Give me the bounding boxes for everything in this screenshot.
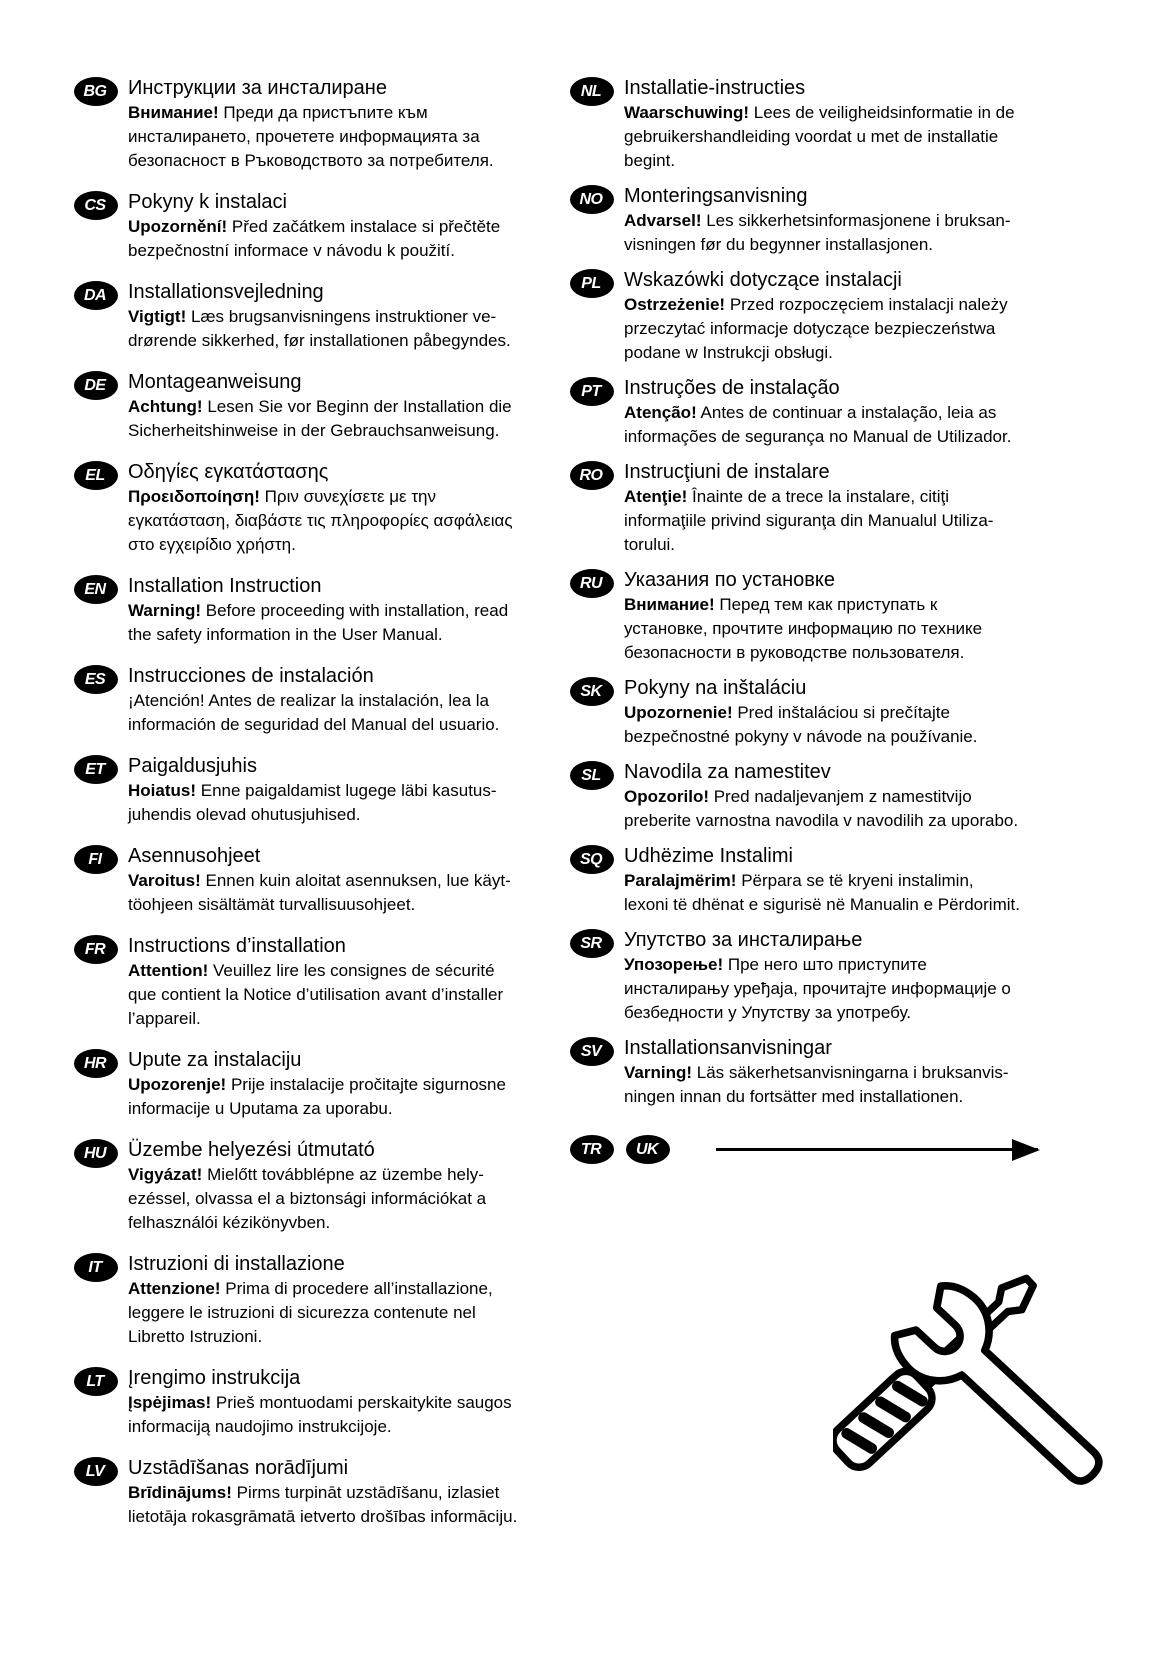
section-body <box>128 1073 536 1121</box>
section-body <box>128 1277 536 1349</box>
section-text <box>624 184 1044 257</box>
warning-lead: Ostrzeżenie! <box>624 295 726 314</box>
section-title: Uzstādīšanas norādījumi <box>128 1457 349 1479</box>
section-body <box>128 1481 536 1529</box>
section-text <box>128 190 536 263</box>
language-badge: BG <box>74 77 118 106</box>
section-body <box>128 1391 536 1439</box>
section-text <box>624 1036 1044 1109</box>
section-text <box>128 574 536 647</box>
section-title: Installationsvejledning <box>128 281 324 303</box>
body-text: Ennen kuin aloitat asennuksen, lue käyt- töohjeen sisältämät turvallisuusohjeet. <box>128 871 511 914</box>
section-body <box>128 869 536 917</box>
section-text <box>624 76 1044 173</box>
section-body <box>624 953 1044 1025</box>
section-text <box>128 1366 536 1439</box>
language-badge: IT <box>74 1253 118 1282</box>
section-title: Istruzioni di installazione <box>128 1253 345 1275</box>
language-badge: SR <box>570 929 614 958</box>
section-body <box>128 779 536 827</box>
section-body <box>128 215 536 263</box>
language-badge: CS <box>74 191 118 220</box>
warning-lead: Paralajmërim! <box>624 871 737 890</box>
continue-arrow-icon <box>716 1148 1038 1151</box>
section-body <box>624 1061 1044 1109</box>
section-title: Instrucciones de instalación <box>128 665 374 687</box>
warning-lead: Atenção! <box>624 403 697 422</box>
language-section <box>74 370 536 443</box>
body-text: Prima di procedere all’installazione, leggere le istruzioni di sicurezza contenute nel Libretto Istruzioni. <box>128 1279 493 1346</box>
language-section <box>74 1048 536 1121</box>
section-text <box>128 76 536 173</box>
warning-lead: Brīdinājums! <box>128 1483 232 1502</box>
language-section <box>74 1366 536 1439</box>
right-sections <box>570 76 1044 1109</box>
section-title: Upute za instalaciju <box>128 1049 302 1071</box>
body-text: Πριν συνεχίσετε με την εγκατάσταση, διαβάστε τις πληροφορίες ασφάλειας στο εγχειρίδιο χρήστη. <box>128 487 513 554</box>
section-title: Asennusohjeet <box>128 845 261 867</box>
section-title: Οδηγίες εγκατάστασης <box>128 461 329 483</box>
section-title: Įrengimo instrukcija <box>128 1367 301 1389</box>
body-text: Before proceeding with installation, read the safety information in the User Manual. <box>128 601 509 644</box>
body-text: Antes de continuar a instalação, leia as informações de segurança no Manual de Utilizador. <box>624 403 1012 446</box>
section-body <box>624 785 1044 833</box>
body-text: ¡Atención! Antes de realizar la instalación, lea la información de seguridad del Manual del usuario. <box>128 691 500 734</box>
warning-lead: Varning! <box>624 1063 693 1082</box>
language-section <box>74 76 536 173</box>
section-body <box>624 293 1044 365</box>
warning-lead: Upozornění! <box>128 217 228 236</box>
warning-lead: Advarsel! <box>624 211 702 230</box>
section-text <box>128 280 536 353</box>
warning-lead: Upozorenje! <box>128 1075 227 1094</box>
language-badge: PT <box>570 377 614 406</box>
section-text <box>128 1252 536 1349</box>
warning-lead: Attenzione! <box>128 1279 221 1298</box>
section-title: Wskazówki dotyczące instalacji <box>624 269 902 291</box>
section-text <box>128 1048 536 1121</box>
body-text: Përpara se të kryeni instalimin, lexoni të dhënat e sigurisë në Manualin e Përdorimit. <box>624 871 1020 914</box>
section-text <box>624 928 1044 1025</box>
section-title: Pokyny k instalaci <box>128 191 287 213</box>
warning-lead: Atenţie! <box>624 487 688 506</box>
section-title: Monteringsanvisning <box>624 185 808 207</box>
language-section <box>74 934 536 1031</box>
language-badge: ES <box>74 665 118 694</box>
section-title: Navodila za namestitev <box>624 761 831 783</box>
section-body <box>624 701 1044 749</box>
warning-lead: Opozorilo! <box>624 787 709 806</box>
body-text: Pirms turpināt uzstādīšanu, izlasiet lietotāja rokasgrāmatā ietverto drošības informāciju. <box>128 1483 518 1526</box>
body-text: Prieš montuodami perskaitykite saugos informaciją naudojimo instrukcijoje. <box>128 1393 512 1436</box>
body-text: Pred inštaláciou si prečítajte bezpečnostné pokyny v návode na používanie. <box>624 703 978 746</box>
section-body <box>128 485 536 557</box>
language-section <box>570 844 1044 917</box>
language-badge: SQ <box>570 845 614 874</box>
section-body <box>624 593 1044 665</box>
section-title: Installatie-instructies <box>624 77 806 99</box>
body-text: Läs säkerhetsanvisningarna i bruksanvis- ningen innan du fortsätter med installationen. <box>624 1063 1009 1106</box>
warning-lead: Προειδοποίηση! <box>128 487 260 506</box>
section-text <box>624 376 1044 449</box>
section-text <box>128 934 536 1031</box>
language-section <box>74 190 536 263</box>
section-title: Упутство за инсталирање <box>624 929 863 951</box>
warning-lead: Achtung! <box>128 397 203 416</box>
section-body <box>624 101 1044 173</box>
section-text <box>128 460 536 557</box>
warning-lead: Varoitus! <box>128 871 201 890</box>
language-badge: RU <box>570 569 614 598</box>
section-text <box>624 844 1044 917</box>
language-section <box>74 1252 536 1349</box>
section-body <box>624 209 1044 257</box>
language-badge-uk: UK <box>626 1135 670 1164</box>
language-badge: NO <box>570 185 614 214</box>
section-title: Инструкции за инсталиране <box>128 77 387 99</box>
left-sections <box>74 76 536 1529</box>
language-section <box>74 1456 536 1529</box>
section-text <box>128 370 536 443</box>
body-text: Преди да пристъпите към инсталирането, прочетете информацията за безопасност в Ръководството за потребителя. <box>128 103 494 170</box>
warning-lead: Внимание! <box>128 103 219 122</box>
body-text: Mielőtt továbblépne az üzembe hely- ezéssel, olvassa el a biztonsági információkat a felhasználói kézikönyvben. <box>128 1165 487 1232</box>
body-text: Przed rozpoczęciem instalacji należy przeczytać informacje dotyczące bezpieczeństwa podane w Instrukcji obsługi. <box>624 295 1008 362</box>
language-badge: ET <box>74 755 118 784</box>
body-text: Les sikkerhetsinformasjonene i bruksan- visningen før du begynner installasjonen. <box>624 211 1011 254</box>
language-section <box>74 754 536 827</box>
body-text: Pred nadaljevanjem z namestitvijo preberite varnostna navodila v navodilih za uporabo. <box>624 787 1019 830</box>
section-title: Instructions d’installation <box>128 935 346 957</box>
language-section <box>570 676 1044 749</box>
language-badge: DA <box>74 281 118 310</box>
language-badge: SV <box>570 1037 614 1066</box>
language-badge: PL <box>570 269 614 298</box>
section-body <box>128 305 536 353</box>
language-badge: EN <box>74 575 118 604</box>
body-text: Veuillez lire les consignes de sécurité que contient la Notice d’utilisation avant d’installer l’appareil. <box>128 961 504 1028</box>
left-column <box>74 76 536 1529</box>
warning-lead: Внимание! <box>624 595 715 614</box>
section-title: Instrucţiuni de instalare <box>624 461 830 483</box>
body-text: Lees de veiligheidsinformatie in de gebruikershandleiding voordat u met de installatie begint. <box>624 103 1015 170</box>
language-section <box>74 1138 536 1235</box>
language-badge: SK <box>570 677 614 706</box>
section-title: Pokyny na inštaláciu <box>624 677 807 699</box>
language-section <box>74 574 536 647</box>
section-title: Указания по установке <box>624 569 836 591</box>
section-body <box>128 1163 536 1235</box>
section-text <box>624 676 1044 749</box>
warning-lead: Warning! <box>128 601 202 620</box>
body-text: Prije instalacije pročitajte sigurnosne informacije u Uputama za uporabu. <box>128 1075 506 1118</box>
language-badge: SL <box>570 761 614 790</box>
language-section <box>570 184 1044 257</box>
language-badge: LV <box>74 1457 118 1486</box>
section-body <box>128 959 536 1031</box>
language-section <box>570 1036 1044 1109</box>
section-title: Installationsanvisningar <box>624 1037 832 1059</box>
section-title: Paigaldusjuhis <box>128 755 257 777</box>
warning-lead: Vigyázat! <box>128 1165 203 1184</box>
language-section <box>570 268 1044 365</box>
warning-lead: Waarschuwing! <box>624 103 749 122</box>
language-section <box>74 460 536 557</box>
section-title: Üzembe helyezési útmutató <box>128 1139 375 1161</box>
language-section <box>74 280 536 353</box>
section-body <box>128 599 536 647</box>
language-badge-tr: TR <box>570 1135 614 1164</box>
section-text <box>128 1138 536 1235</box>
body-text: Læs brugsanvisningens instruktioner ve- drørende sikkerhed, før installationen påbegyndes. <box>128 307 511 350</box>
section-text <box>128 1456 536 1529</box>
warning-lead: Упозорење! <box>624 955 724 974</box>
body-text: Пре него што приступите инсталирању уређаја, прочитајте информације о безбедности у Упутству за употребу. <box>624 955 1011 1022</box>
body-text: Lesen Sie vor Beginn der Installation die Sicherheitshinweise in der Gebrauchsanweisung. <box>128 397 512 440</box>
section-title: Udhëzime Instalimi <box>624 845 793 867</box>
section-title: Installation Instruction <box>128 575 322 597</box>
warning-lead: Attention! <box>128 961 209 980</box>
language-badge: FI <box>74 845 118 874</box>
language-section <box>570 760 1044 833</box>
section-title: Instruções de instalação <box>624 377 840 399</box>
language-section <box>570 460 1044 557</box>
language-badge: EL <box>74 461 118 490</box>
warning-lead: Upozornenie! <box>624 703 733 722</box>
section-body <box>128 101 536 173</box>
language-badge: HU <box>74 1139 118 1168</box>
section-body <box>128 689 536 737</box>
section-text <box>128 754 536 827</box>
continued-languages-row <box>570 1135 1044 1164</box>
warning-lead: Hoiatus! <box>128 781 196 800</box>
language-section <box>74 664 536 737</box>
warning-lead: Vigtigt! <box>128 307 187 326</box>
body-text: Înainte de a trece la instalare, citiţi informaţiile privind siguranţa din Manualul Utiliza- torului. <box>624 487 994 554</box>
section-body <box>128 395 536 443</box>
language-section <box>570 928 1044 1025</box>
body-text: Před začátkem instalace si přečtěte bezpečnostní informace v návodu k použití. <box>128 217 501 260</box>
section-title: Montageanweisung <box>128 371 302 393</box>
language-badge: DE <box>74 371 118 400</box>
section-body <box>624 869 1044 917</box>
language-badge: RO <box>570 461 614 490</box>
section-body <box>624 485 1044 557</box>
wrench-and-screwdriver-icon <box>833 1222 1105 1530</box>
section-text <box>624 760 1044 833</box>
warning-lead: Įspėjimas! <box>128 1393 212 1412</box>
language-section <box>570 568 1044 665</box>
section-text <box>128 664 536 737</box>
section-text <box>624 568 1044 665</box>
body-text: Enne paigaldamist lugege läbi kasutus- juhendis olevad ohutusjuhised. <box>128 781 497 824</box>
language-badge: FR <box>74 935 118 964</box>
language-section <box>74 844 536 917</box>
language-badge: LT <box>74 1367 118 1396</box>
body-text: Перед тем как приступать к установке, прочтите информацию по технике безопасности в руководстве пользователя. <box>624 595 983 662</box>
language-section <box>570 376 1044 449</box>
section-text <box>128 844 536 917</box>
section-body <box>624 401 1044 449</box>
language-section <box>570 76 1044 173</box>
right-column <box>570 76 1044 1164</box>
language-badge: HR <box>74 1049 118 1078</box>
language-badge: NL <box>570 77 614 106</box>
section-text <box>624 460 1044 557</box>
section-text <box>624 268 1044 365</box>
